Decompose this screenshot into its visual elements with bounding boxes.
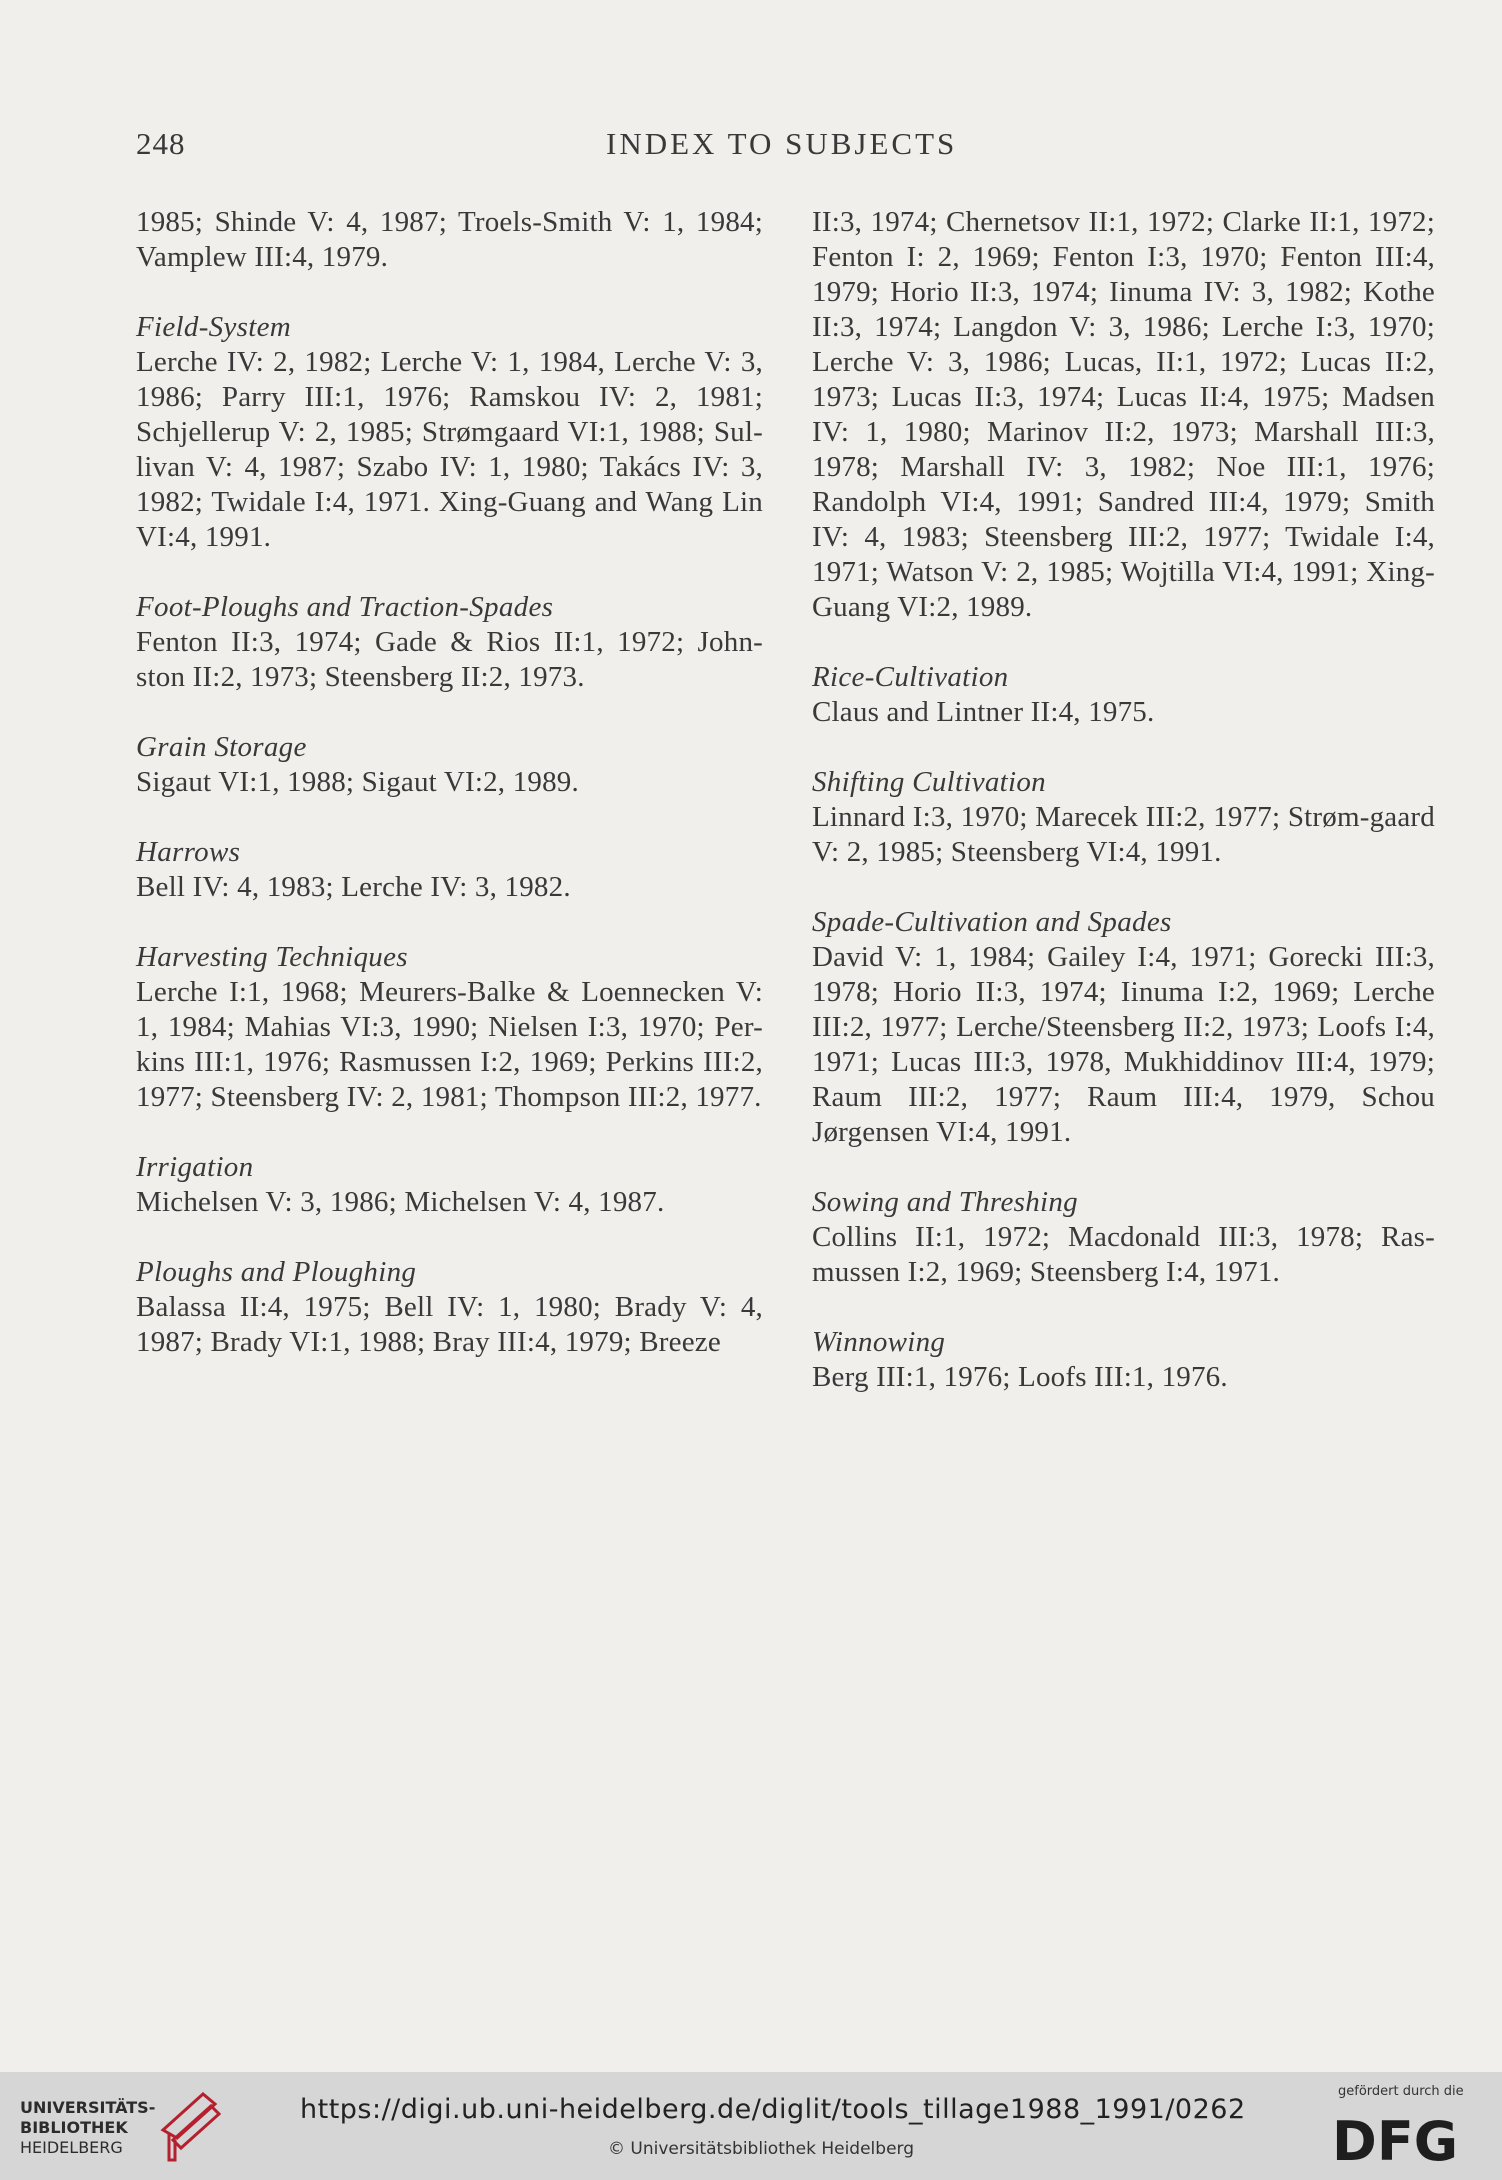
library-line-2: BIBLIOTHEK — [20, 2118, 128, 2137]
dfg-logo-text: DFG — [1332, 2110, 1459, 2168]
index-entry-ploughs — [136, 1255, 763, 1360]
entry-body: Balassa II:4, 1975; Bell IV: 1, 1980; Brady V: 4, 1987; Brady VI:1, 1988; Bray III:4, 1979; Breeze — [136, 1291, 763, 1358]
index-entry-grain-storage — [136, 730, 763, 800]
right-column — [812, 205, 1435, 1430]
index-entry-sowing-threshing — [812, 1185, 1435, 1290]
entry-heading: Ploughs and Ploughing — [136, 1256, 417, 1288]
library-line-1: UNIVERSITÄTS- — [20, 2098, 156, 2117]
entry-heading: Grain Storage — [136, 731, 307, 763]
entry-body: Sigaut VI:1, 1988; Sigaut VI:2, 1989. — [136, 766, 579, 798]
entry-heading: Shifting Cultivation — [812, 766, 1046, 798]
running-title: INDEX TO SUBJECTS — [606, 126, 958, 161]
left-continuation-text: 1985; Shinde V: 4, 1987; Troels-Smith V: 1, 1984; Vamplew III:4, 1979. — [136, 206, 763, 273]
entry-heading: Harvesting Techniques — [136, 941, 408, 973]
index-entry-harrows — [136, 835, 763, 905]
copyright-notice: © Universitätsbibliothek Heidelberg — [608, 2139, 915, 2159]
dfg-funding-logo[interactable] — [1330, 2084, 1480, 2172]
left-column — [136, 205, 763, 1395]
index-entry-winnowing — [812, 1325, 1435, 1395]
index-entry-irrigation — [136, 1150, 763, 1220]
entry-body: Michelsen V: 3, 1986; Michelsen V: 4, 1987. — [136, 1186, 665, 1218]
entry-heading: Rice-Cultivation — [812, 661, 1009, 693]
entry-heading: Winnowing — [812, 1326, 946, 1358]
page-number: 248 — [136, 126, 186, 161]
index-entry-rice-cultivation — [812, 660, 1435, 730]
library-emblem-icon — [155, 2090, 225, 2162]
entry-heading: Spade-Cultivation and Spades — [812, 906, 1172, 938]
library-line-3: HEIDELBERG — [20, 2138, 123, 2157]
index-entry-harvesting — [136, 940, 763, 1115]
funding-caption: gefördert durch die — [1338, 2084, 1464, 2099]
viewer-footer — [0, 2072, 1502, 2180]
entry-heading: Harrows — [136, 836, 241, 868]
entry-body: Lerche I:1, 1968; Meurers-Balke & Loennecken V: 1, 1984; Mahias VI:3, 1990; Nielsen I:3, 1970; Per-kins III:1, 1976; Rasmussen I:2, 1969; Perkins III:2, 1977; Steensberg IV: 2, 1981; Thompson III:2, 1977. — [136, 976, 763, 1113]
entry-body: Berg III:1, 1976; Loofs III:1, 1976. — [812, 1361, 1228, 1393]
library-logo[interactable] — [20, 2090, 220, 2170]
entry-body: Lerche IV: 2, 1982; Lerche V: 1, 1984, Lerche V: 3, 1986; Parry III:1, 1976; Ramskou IV: 2, 1981; Schjellerup V: 2, 1985; Strømgaard VI:1, 1988; Sul-livan V: 4, 1987; Szabo IV: 1, 1980; Takács IV: 3, 1982; Twidale I:4, 1971. Xing-Guang and Wang Lin VI:4, 1991. — [136, 346, 763, 553]
entry-body: Claus and Lintner II:4, 1975. — [812, 696, 1155, 728]
entry-body: Fenton II:3, 1974; Gade & Rios II:1, 1972; John-ston II:2, 1973; Steensberg II:2, 1973. — [136, 626, 763, 693]
index-entry-foot-ploughs — [136, 590, 763, 695]
page-header — [136, 126, 1436, 166]
index-entry-shifting-cultivation — [812, 765, 1435, 870]
entry-body: Linnard I:3, 1970; Marecek III:2, 1977; Strøm-gaard V: 2, 1985; Steensberg VI:4, 1991. — [812, 801, 1435, 868]
index-entry-spade-cultivation — [812, 905, 1435, 1150]
library-name — [20, 2098, 155, 2158]
right-continuation-text: II:3, 1974; Chernetsov II:1, 1972; Clarke II:1, 1972; Fenton I: 2, 1969; Fenton I:3, 1970; Fenton III:4, 1979; Horio II:3, 1974; Iinuma IV: 3, 1982; Kothe II:3, 1974; Langdon V: 3, 1986; Lerche I:3, 1970; Lerche V: 3, 1986; Lucas, II:1, 1972; Lucas II:2, 1973; Lucas II:3, 1974; Lucas II:4, 1975; Madsen IV: 1, 1980; Marinov II:2, 1973; Marshall III:3, 1978; Marshall IV: 3, 1982; Noe III:1, 1976; Randolph VI:4, 1991; Sandred III:4, 1979; Smith IV: 4, 1983; Steensberg III:2, 1977; Twidale I:4, 1971; Watson V: 2, 1985; Wojtilla VI:4, 1991; Xing-Guang VI:2, 1989. — [812, 206, 1435, 623]
entry-heading: Sowing and Threshing — [812, 1186, 1078, 1218]
dfg-logo-icon — [1330, 2108, 1480, 2168]
entry-heading: Foot-Ploughs and Traction-Spades — [136, 591, 554, 623]
entry-body: Bell IV: 4, 1983; Lerche IV: 3, 1982. — [136, 871, 571, 903]
entry-body: Collins II:1, 1972; Macdonald III:3, 1978; Ras-mussen I:2, 1969; Steensberg I:4, 1971. — [812, 1221, 1435, 1288]
entry-heading: Irrigation — [136, 1151, 254, 1183]
permalink-url[interactable]: https://digi.ub.uni-heidelberg.de/diglit/tools_tillage1988_1991/0262 — [300, 2094, 1246, 2125]
entry-heading: Field-System — [136, 311, 291, 343]
index-entry-field-system — [136, 310, 763, 555]
entry-body: David V: 1, 1984; Gailey I:4, 1971; Gorecki III:3, 1978; Horio II:3, 1974; Iinuma I:2, 1969; Lerche III:2, 1977; Lerche/Steensberg II:2, 1973; Loofs I:4, 1971; Lucas III:3, 1978, Mukhiddinov III:4, 1979; Raum III:2, 1977; Raum III:4, 1979, Schou Jørgensen VI:4, 1991. — [812, 941, 1435, 1148]
